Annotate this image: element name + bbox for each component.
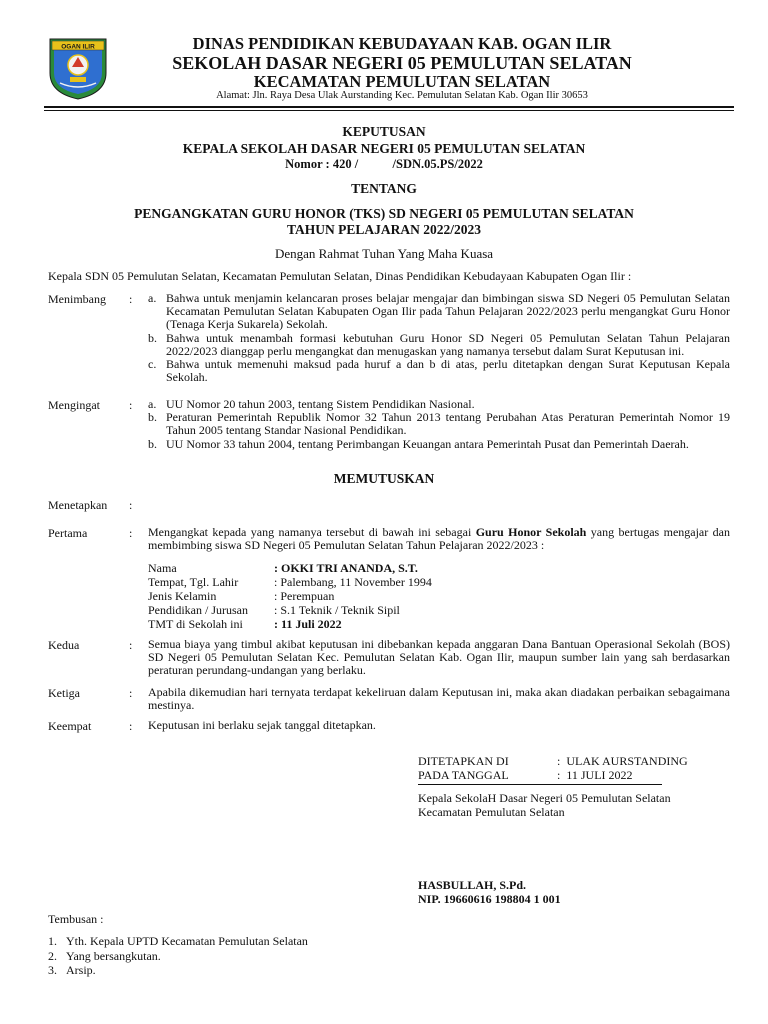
list-item — [148, 438, 730, 451]
pertama-colon: : — [129, 526, 133, 540]
tembusan-list — [48, 934, 308, 978]
intro-text: Kepala SDN 05 Pemulutan Selatan, Kecamatan Pemulutan Selatan, Dinas Pendidikan Kebudayaan Kabupaten Ogan Ilir : — [48, 269, 632, 283]
tembusan-label: Tembusan : — [48, 912, 104, 926]
list-marker: a. — [148, 291, 157, 305]
identity-label: Pendidikan / Jurusan — [148, 603, 248, 617]
list-text: Yang bersangkutan. — [66, 948, 161, 963]
list-text: UU Nomor 20 tahun 2003, tentang Sistem Pendidikan Nasional. — [166, 397, 475, 411]
list-text: Bahwa untuk memenuhi maksud pada huruf a dan b di atas, perlu ditetapkan dengan Surat Keputusan Kepala Sekolah. — [166, 357, 730, 385]
jabatan-line1: Kepala SekolaH Dasar Negeri 05 Pemulutan Selatan — [418, 791, 671, 805]
ketiga-text: Apabila dikemudian hari ternyata terdapat kekeliruan dalam Keputusan ini, maka akan diadakan perbaikan sebagaimana mestinya. — [148, 685, 730, 713]
menimbang-colon: : — [129, 292, 133, 306]
signature-divider — [418, 784, 662, 785]
list-item — [148, 411, 730, 437]
keempat-label: Keempat — [48, 719, 92, 733]
tanggal-value: : 11 JULI 2022 — [557, 768, 633, 782]
list-marker: b. — [148, 410, 157, 425]
kedua-text: Semua biaya yang timbul akibat keputusan ini dibebankan kepada anggaran Dana Bantuan Operasional Sekolah (BOS) SD Negeri 05 Pemulutan Selatan Kec. Pemulutan Selatan Kab. Ogan Ilir, maupun sumber lain yang sah berdasarkan peraturan perundang-undangan yang berlaku. — [148, 637, 730, 678]
title-rahmat: Dengan Rahmat Tuhan Yang Maha Kuasa — [274, 246, 494, 261]
identity-value: : Palembang, 11 November 1994 — [274, 575, 432, 589]
header-divider-thin — [44, 110, 734, 111]
identity-value: : OKKI TRI ANANDA, S.T. — [274, 561, 418, 575]
title-tentang: TENTANG — [351, 181, 417, 196]
list-text: Peraturan Pemerintah Republik Nomor 32 Tahun 2013 tentang Perubahan Atas Peraturan Pemerintah Nomor 19 Tahun 2005 tentang Standar Nasional Pendidikan. — [166, 410, 730, 438]
list-item — [48, 949, 308, 964]
mengingat-label: Mengingat — [48, 398, 100, 412]
title-kepala: KEPALA SEKOLAH DASAR NEGERI 05 PEMULUTAN SELATAN — [182, 141, 586, 156]
header-divider-thick — [44, 106, 734, 108]
keempat-colon: : — [129, 719, 133, 733]
header-school: SEKOLAH DASAR NEGERI 05 PEMULUTAN SELATAN — [172, 53, 632, 73]
list-marker: 1. — [48, 934, 57, 948]
list-marker: c. — [148, 357, 157, 372]
pertama-text — [148, 526, 730, 552]
ditetapkan-label: DITETAPKAN DI — [418, 754, 509, 768]
identity-label: Tempat, Tgl. Lahir — [148, 575, 239, 589]
keempat-text: Keputusan ini berlaku sejak tanggal ditetapkan. — [148, 718, 376, 732]
identity-label: Nama — [148, 561, 177, 575]
kedua-colon: : — [129, 638, 133, 652]
menimbang-label: Menimbang — [48, 292, 106, 306]
list-item — [48, 934, 308, 949]
title-keputusan: KEPUTUSAN — [342, 124, 426, 139]
list-marker: b. — [148, 436, 157, 451]
list-item — [48, 963, 308, 978]
mengingat-list — [148, 398, 730, 451]
header-address: Alamat: Jln. Raya Desa Ulak Aurstanding Kec. Pemulutan Selatan Kab. Ogan Ilir 30653 — [216, 90, 588, 101]
identity-label: Jenis Kelamin — [148, 589, 217, 603]
ketiga-colon: : — [129, 686, 133, 700]
list-item — [148, 332, 730, 358]
identity-value: : Perempuan — [274, 589, 335, 603]
title-subject-line1: PENGANGKATAN GURU HONOR (TKS) SD NEGERI 05 PEMULUTAN SELATAN — [134, 206, 634, 221]
list-text: Arsip. — [66, 963, 96, 977]
list-text: Bahwa untuk menambah formasi kebutuhan Guru Honor SD Negeri 05 Pemulutan Selatan Tahun Pelajaran 2022/2023 dianggap perlu mengangkat dan menugaskan yang namanya tersebut dalam Surat Keputusan ini. — [166, 330, 730, 358]
list-marker: b. — [148, 330, 157, 345]
signatory-name: HASBULLAH, S.Pd. — [418, 878, 527, 892]
list-text: Yth. Kepala UPTD Kecamatan Pemulutan Selatan — [66, 934, 308, 948]
ketiga-label: Ketiga — [48, 686, 80, 700]
identity-value: : S.1 Teknik / Teknik Sipil — [274, 603, 400, 617]
list-text: UU Nomor 33 tahun 2004, tentang Perimbangan Keuangan antara Pemerintah Pusat dan Pemerintah Daerah. — [166, 436, 689, 451]
list-text: Bahwa untuk menjamin kelancaran proses belajar mengajar dan bimbingan siswa SD Negeri 05 Pemulutan Selatan Kecamatan Pemulutan Selatan Kabupaten Ogan Ilir pada Tahun Pelajaran 2022/2023 perlu mengangkat Guru Honor (Tenaga Kerja Sukarela) Sekolah. — [166, 291, 730, 332]
memutuskan-heading: MEMUTUSKAN — [333, 471, 435, 486]
list-marker: 2. — [48, 948, 57, 963]
menimbang-list — [148, 292, 730, 384]
identity-label: TMT di Sekolah ini — [148, 617, 243, 631]
title-nomor: Nomor : 420 / /SDN.05.PS/2022 — [285, 157, 483, 171]
header-dinas: DINAS PENDIDIKAN KEBUDAYAAN KAB. OGAN ILIR — [192, 34, 612, 53]
identity-value: : 11 Juli 2022 — [274, 617, 342, 631]
menetapkan-colon: : — [129, 498, 133, 512]
list-marker: 3. — [48, 963, 57, 977]
pertama-text-after: yang bertugas mengajar dan membimbing siswa SD Negeri 05 Pemulutan Selatan Tahun Pelajaran 2022/2023 : — [148, 525, 730, 553]
list-item — [148, 358, 730, 384]
mengingat-colon: : — [129, 398, 133, 412]
pertama-text-bold: Guru Honor Sekolah — [475, 525, 587, 539]
header-kecamatan: KECAMATAN PEMULUTAN SELATAN — [253, 72, 551, 91]
jabatan-line2: Kecamatan Pemulutan Selatan — [418, 805, 565, 819]
list-item — [148, 292, 730, 332]
title-subject-line2: TAHUN PELAJARAN 2022/2023 — [286, 222, 481, 237]
tanggal-label: PADA TANGGAL — [418, 768, 509, 782]
list-marker: a. — [148, 397, 157, 411]
signatory-nip: NIP. 19660616 198804 1 001 — [418, 892, 561, 906]
menetapkan-label: Menetapkan — [48, 498, 108, 512]
logo-text: OGAN ILIR — [61, 43, 95, 51]
kedua-label: Kedua — [48, 638, 80, 652]
ditetapkan-value: : ULAK AURSTANDING — [557, 754, 688, 768]
pertama-text-before: Mengangkat kepada yang namanya tersebut di bawah ini sebagai — [148, 525, 476, 539]
pertama-label: Pertama — [48, 526, 88, 540]
